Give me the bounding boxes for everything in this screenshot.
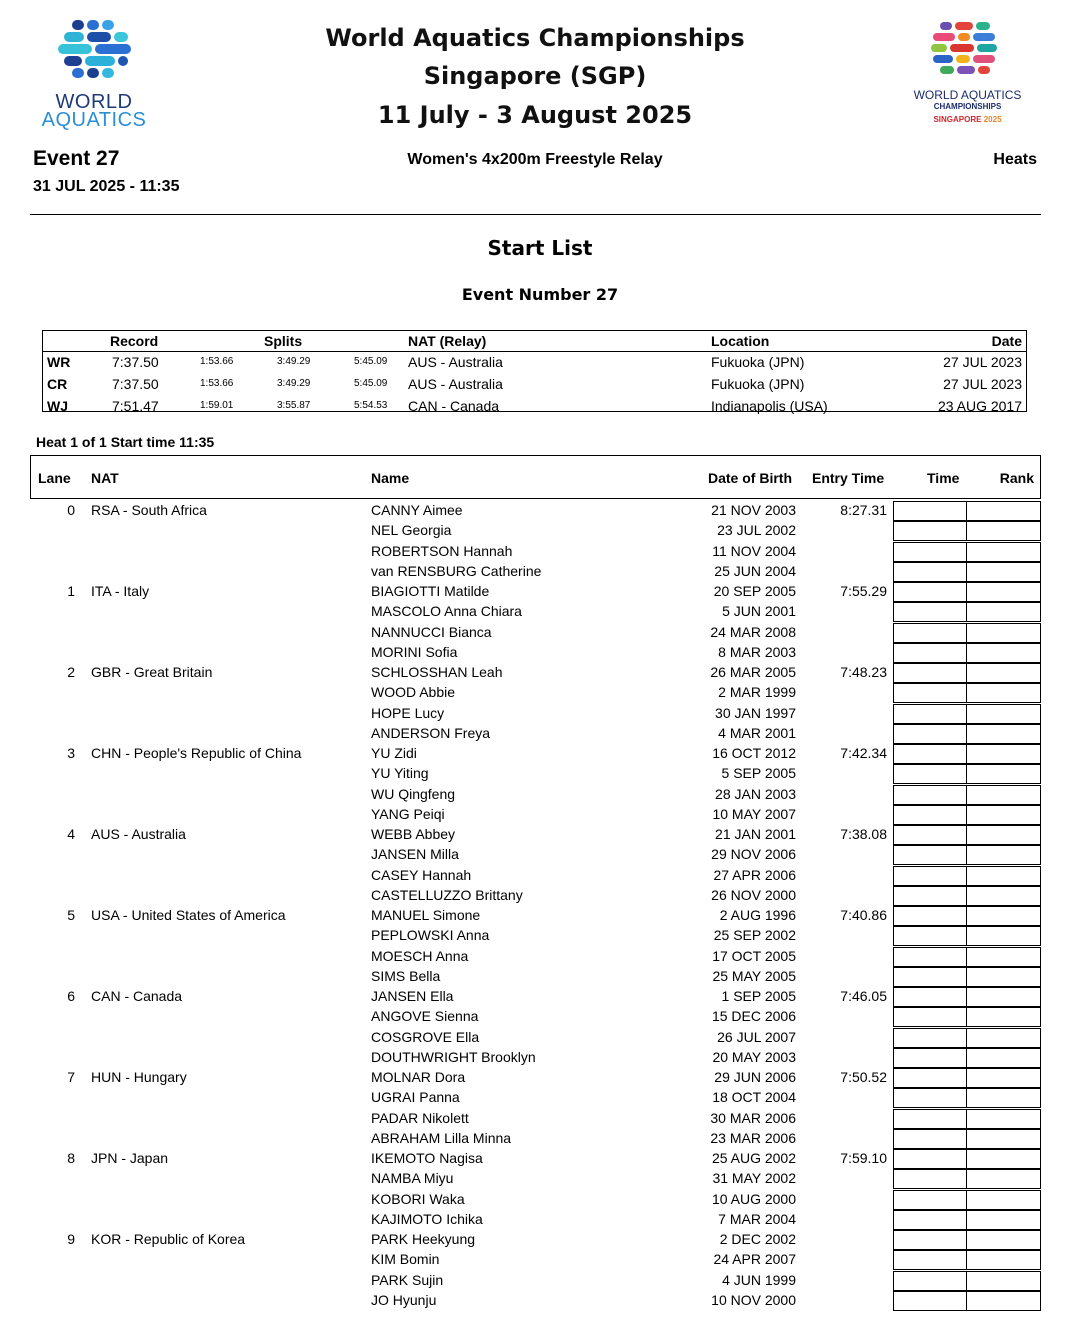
col-entry-time: Entry Time xyxy=(812,470,885,486)
swimmer-dob: 5 SEP 2005 xyxy=(721,765,796,782)
table-row xyxy=(30,1189,1041,1209)
table-row xyxy=(30,1209,1041,1229)
swimmer-dob: 2 DEC 2002 xyxy=(719,1231,796,1247)
time-box[interactable] xyxy=(893,724,967,744)
lane-number: 6 xyxy=(67,988,75,1004)
swimmer-name: CASTELLUZZO Brittany xyxy=(371,886,523,903)
lane-number: 7 xyxy=(67,1069,75,1085)
time-box[interactable] xyxy=(893,1190,967,1210)
rank-box[interactable] xyxy=(966,501,1041,521)
rank-box[interactable] xyxy=(966,704,1041,724)
table-row xyxy=(30,1270,1041,1290)
swimmer-name: CANNY Aimee xyxy=(371,502,463,518)
record-code: WJ xyxy=(47,398,68,414)
time-box[interactable] xyxy=(893,744,967,764)
table-row xyxy=(30,1229,1041,1249)
record-code: CR xyxy=(47,376,68,392)
swimmer-dob: 30 JAN 1997 xyxy=(715,704,796,721)
record-time: 7:37.50 xyxy=(112,354,159,370)
table-row xyxy=(30,642,1041,662)
table-row xyxy=(30,581,1041,601)
swimmer-name: MOESCH Anna xyxy=(371,947,469,964)
records-header-date: Date xyxy=(991,333,1022,349)
swimmer-dob: 25 MAY 2005 xyxy=(712,967,796,984)
table-row xyxy=(30,1148,1041,1168)
swimmer-dob: 24 MAR 2008 xyxy=(710,623,796,640)
time-box[interactable] xyxy=(893,1129,967,1149)
col-dob: Date of Birth xyxy=(708,470,792,486)
rank-box[interactable] xyxy=(966,1190,1041,1210)
swimmer-name: WU Qingfeng xyxy=(371,785,456,802)
swimmer-dob: 25 AUG 2002 xyxy=(711,1150,796,1166)
record-code: WR xyxy=(47,354,71,370)
records-table xyxy=(42,330,1027,412)
lane-number: 1 xyxy=(67,583,75,599)
record-row xyxy=(43,374,1026,396)
swimmer-dob: 20 SEP 2005 xyxy=(713,583,796,599)
record-date: 23 AUG 2017 xyxy=(937,398,1022,414)
swimmer-name: WEBB Abbey xyxy=(371,826,456,842)
time-box[interactable] xyxy=(893,866,967,886)
time-box[interactable] xyxy=(893,1271,967,1291)
table-row xyxy=(30,520,1041,540)
team-nat: CAN - Canada xyxy=(91,988,183,1004)
rank-box[interactable] xyxy=(966,1109,1041,1129)
swimmer-dob: 25 SEP 2002 xyxy=(713,927,796,944)
swimmer-dob: 10 AUG 2000 xyxy=(711,1190,796,1207)
rank-box[interactable] xyxy=(966,825,1041,845)
record-nat: AUS - Australia xyxy=(408,376,503,392)
table-row xyxy=(30,865,1041,885)
event-number: Event 27 xyxy=(33,147,120,170)
rank-box[interactable] xyxy=(966,1271,1041,1291)
championship-location: Singapore (SGP) xyxy=(423,62,647,90)
rank-box[interactable] xyxy=(966,785,1041,805)
record-location: Fukuoka (JPN) xyxy=(711,354,805,370)
table-row xyxy=(30,986,1041,1006)
table-row xyxy=(30,804,1041,824)
swimmer-name: PARK Heekyung xyxy=(371,1231,476,1247)
time-box[interactable] xyxy=(893,683,967,703)
table-row xyxy=(30,1290,1041,1310)
table-row xyxy=(30,763,1041,783)
swimmer-name: PADAR Nikolett xyxy=(371,1109,469,1126)
table-row xyxy=(30,1087,1041,1107)
table-row xyxy=(30,561,1041,581)
team-nat: KOR - Republic of Korea xyxy=(91,1231,246,1247)
swimmer-dob: 4 MAR 2001 xyxy=(718,724,796,741)
record-location: Indianapolis (USA) xyxy=(711,398,828,414)
time-box[interactable] xyxy=(893,643,967,663)
time-box[interactable] xyxy=(893,825,967,845)
swimmer-dob: 10 NOV 2000 xyxy=(711,1291,796,1308)
swimmer-dob: 17 OCT 2005 xyxy=(712,947,796,964)
col-lane: Lane xyxy=(38,470,71,486)
swimmer-dob: 23 MAR 2006 xyxy=(710,1129,796,1146)
lane-number: 5 xyxy=(67,907,75,923)
time-box[interactable] xyxy=(893,1007,967,1027)
swimmer-dob: 25 JUN 2004 xyxy=(714,562,796,579)
logo-right-singapore: SINGAPORE xyxy=(933,115,982,124)
team-nat: HUN - Hungary xyxy=(91,1069,187,1085)
record-date: 27 JUL 2023 xyxy=(943,354,1022,370)
table-row xyxy=(30,1067,1041,1087)
records-header-location: Location xyxy=(711,333,770,349)
entry-time: 7:59.10 xyxy=(840,1150,887,1166)
swimmer-name: KIM Bomin xyxy=(371,1251,440,1268)
rank-box[interactable] xyxy=(966,1129,1041,1149)
swimmer-dob: 8 MAR 2003 xyxy=(718,643,796,660)
rank-box[interactable] xyxy=(966,744,1041,764)
rank-box[interactable] xyxy=(966,947,1041,967)
swimmer-name: YANG Peiqi xyxy=(371,805,445,822)
time-box[interactable] xyxy=(893,906,967,926)
swimmer-dob: 26 MAR 2005 xyxy=(710,664,796,680)
col-time: Time xyxy=(927,470,960,486)
rank-box[interactable] xyxy=(966,582,1041,602)
rank-box[interactable] xyxy=(966,987,1041,1007)
time-box[interactable] xyxy=(893,542,967,562)
time-box[interactable] xyxy=(893,1169,967,1189)
records-header-splits: Splits xyxy=(264,333,303,349)
header-divider xyxy=(30,214,1041,215)
event-phase: Heats xyxy=(993,151,1037,168)
swimmer-dob: 4 JUN 1999 xyxy=(722,1271,796,1288)
record-split-1: 1:59.01 xyxy=(200,400,234,411)
table-row xyxy=(30,946,1041,966)
swimmer-dob: 27 APR 2006 xyxy=(713,866,796,883)
swimmer-name: ABRAHAM Lilla Minna xyxy=(371,1129,512,1146)
time-box[interactable] xyxy=(893,562,967,582)
table-row xyxy=(30,1108,1041,1128)
swimmer-dob: 29 JUN 2006 xyxy=(714,1069,796,1085)
table-row xyxy=(30,925,1041,945)
time-box[interactable] xyxy=(893,845,967,865)
time-box[interactable] xyxy=(893,886,967,906)
swimmer-name: MASCOLO Anna Chiara xyxy=(371,603,522,620)
time-box[interactable] xyxy=(893,501,967,521)
rank-box[interactable] xyxy=(966,906,1041,926)
team-nat: AUS - Australia xyxy=(91,826,186,842)
rank-box[interactable] xyxy=(966,764,1041,784)
swimmer-name: YU Zidi xyxy=(371,745,417,761)
swimmer-dob: 11 NOV 2004 xyxy=(712,542,796,559)
table-row xyxy=(30,966,1041,986)
rank-box[interactable] xyxy=(966,663,1041,683)
time-box[interactable] xyxy=(893,926,967,946)
rank-box[interactable] xyxy=(966,1028,1041,1048)
table-row xyxy=(30,541,1041,561)
time-box[interactable] xyxy=(893,1210,967,1230)
swimmer-name: MORINI Sofia xyxy=(371,643,458,660)
swimmer-name: ANDERSON Freya xyxy=(371,724,491,741)
table-row xyxy=(30,824,1041,844)
time-box[interactable] xyxy=(893,1088,967,1108)
lane-number: 3 xyxy=(67,745,75,761)
swimmer-name: NANNUCCI Bianca xyxy=(371,623,492,640)
record-split-2: 3:49.29 xyxy=(277,378,311,389)
time-box[interactable] xyxy=(893,521,967,541)
entry-time: 7:48.23 xyxy=(840,664,887,680)
logo-right-line1: WORLD AQUATICS xyxy=(913,88,1022,102)
swimmer-name: CASEY Hannah xyxy=(371,866,472,883)
championships-logo xyxy=(895,20,1040,130)
records-header xyxy=(43,331,1026,352)
table-row xyxy=(30,1249,1041,1269)
swimmer-name: PEPLOWSKI Anna xyxy=(371,927,490,944)
rank-box[interactable] xyxy=(966,1088,1041,1108)
event-number-subtitle: Event Number 27 xyxy=(461,285,619,304)
col-name: Name xyxy=(371,470,410,486)
swimmer-dob: 18 OCT 2004 xyxy=(712,1089,796,1106)
event-name: Women's 4x200m Freestyle Relay xyxy=(407,151,663,168)
team-nat: ITA - Italy xyxy=(91,583,150,599)
time-box[interactable] xyxy=(893,987,967,1007)
entry-time: 7:55.29 xyxy=(840,583,887,599)
rank-box[interactable] xyxy=(966,805,1041,825)
table-row xyxy=(30,500,1041,520)
swimmer-name: JANSEN Milla xyxy=(371,846,459,863)
team-nat: CHN - People's Republic of China xyxy=(91,745,302,761)
record-row xyxy=(43,352,1026,374)
record-split-1: 1:53.66 xyxy=(200,356,234,367)
swimmer-dob: 15 DEC 2006 xyxy=(711,1008,796,1025)
entry-time: 7:42.34 xyxy=(840,745,887,761)
record-split-3: 5:45.09 xyxy=(354,356,388,367)
swimmer-dob: 5 JUN 2001 xyxy=(722,603,796,620)
rank-box[interactable] xyxy=(966,845,1041,865)
rank-box[interactable] xyxy=(966,683,1041,703)
swimmer-dob: 7 MAR 2004 xyxy=(718,1210,796,1227)
rank-box[interactable] xyxy=(966,1250,1041,1270)
swimmer-name: IKEMOTO Nagisa xyxy=(371,1150,483,1166)
swimmer-dob: 24 APR 2007 xyxy=(713,1251,796,1268)
table-row xyxy=(30,784,1041,804)
table-row xyxy=(30,1168,1041,1188)
swimmer-dob: 29 NOV 2006 xyxy=(711,846,796,863)
start-list-title: Start List xyxy=(487,236,593,260)
record-split-3: 5:54.53 xyxy=(354,400,388,411)
time-box[interactable] xyxy=(893,947,967,967)
time-box[interactable] xyxy=(893,1291,967,1311)
table-row xyxy=(30,885,1041,905)
team-nat: RSA - South Africa xyxy=(91,502,207,518)
logo-right-line3 xyxy=(895,115,1040,124)
swimmer-name: HOPE Lucy xyxy=(371,704,445,721)
rank-box[interactable] xyxy=(966,542,1041,562)
lane-number: 9 xyxy=(67,1231,75,1247)
rank-box[interactable] xyxy=(966,724,1041,744)
records-header-record: Record xyxy=(110,333,159,349)
swimmer-name: SCHLOSSHAN Leah xyxy=(371,664,503,680)
swimmer-name: WOOD Abbie xyxy=(371,684,456,701)
table-row xyxy=(30,662,1041,682)
record-row xyxy=(43,396,1026,418)
swimmer-name: MOLNAR Dora xyxy=(371,1069,466,1085)
entry-time: 8:27.31 xyxy=(840,502,887,518)
time-box[interactable] xyxy=(893,764,967,784)
swimmer-name: KOBORI Waka xyxy=(371,1190,465,1207)
col-nat: NAT xyxy=(91,470,119,486)
record-split-3: 5:45.09 xyxy=(354,378,388,389)
lane-number: 4 xyxy=(67,826,75,842)
rank-box[interactable] xyxy=(966,967,1041,987)
swimmer-name: JANSEN Ella xyxy=(371,988,454,1004)
rank-box[interactable] xyxy=(966,1210,1041,1230)
time-box[interactable] xyxy=(893,1230,967,1250)
swimmer-dob: 28 JAN 2003 xyxy=(715,785,796,802)
time-box[interactable] xyxy=(893,704,967,724)
col-rank: Rank xyxy=(999,470,1034,486)
record-location: Fukuoka (JPN) xyxy=(711,376,805,392)
time-box[interactable] xyxy=(893,1250,967,1270)
swimmer-name: NEL Georgia xyxy=(371,522,452,539)
swimmer-name: UGRAI Panna xyxy=(371,1089,460,1106)
record-nat: AUS - Australia xyxy=(408,354,503,370)
swimmer-dob: 21 JAN 2001 xyxy=(715,826,796,842)
rank-box[interactable] xyxy=(966,602,1041,622)
record-split-1: 1:53.66 xyxy=(200,378,234,389)
world-aquatics-logo xyxy=(34,18,154,131)
table-row xyxy=(30,703,1041,723)
swimmer-dob: 31 MAY 2002 xyxy=(712,1170,796,1187)
rank-box[interactable] xyxy=(966,623,1041,643)
time-box[interactable] xyxy=(893,1149,967,1169)
swimmer-name: PARK Sujin xyxy=(371,1271,444,1288)
time-box[interactable] xyxy=(893,623,967,643)
record-split-2: 3:49.29 xyxy=(277,356,311,367)
swimmer-name: KAJIMOTO Ichika xyxy=(371,1210,483,1227)
rank-box[interactable] xyxy=(966,1169,1041,1189)
swimmer-name: NAMBA Miyu xyxy=(371,1170,454,1187)
swimmer-dob: 2 MAR 1999 xyxy=(718,684,796,701)
table-row xyxy=(30,723,1041,743)
entry-time: 7:40.86 xyxy=(840,907,887,923)
time-box[interactable] xyxy=(893,967,967,987)
logo-text-aquatics: AQUATICS xyxy=(41,109,147,131)
record-time: 7:51.47 xyxy=(112,398,159,414)
championship-title: World Aquatics Championships xyxy=(325,24,745,52)
swimmer-name: YU Yiting xyxy=(371,765,429,782)
start-list-header xyxy=(30,455,1041,499)
rank-box[interactable] xyxy=(966,643,1041,663)
logo-right-year: 2025 xyxy=(983,115,1002,124)
rank-box[interactable] xyxy=(966,866,1041,886)
rank-box[interactable] xyxy=(966,1230,1041,1250)
record-split-2: 3:55.87 xyxy=(277,400,311,411)
entry-time: 7:38.08 xyxy=(840,826,887,842)
record-nat: CAN - Canada xyxy=(408,398,500,414)
swimmer-dob: 10 MAY 2007 xyxy=(712,805,796,822)
entry-time: 7:46.05 xyxy=(840,988,887,1004)
rank-box[interactable] xyxy=(966,886,1041,906)
table-row xyxy=(30,682,1041,702)
event-datetime: 31 JUL 2025 - 11:35 xyxy=(33,178,180,195)
swimmer-name: DOUTHWRIGHT Brooklyn xyxy=(371,1048,536,1065)
swimmer-dob: 26 JUL 2007 xyxy=(717,1028,796,1045)
swimmer-dob: 26 NOV 2000 xyxy=(711,886,796,903)
team-nat: JPN - Japan xyxy=(91,1150,169,1166)
swimmer-name: ANGOVE Sienna xyxy=(371,1008,479,1025)
swimmer-name: JO Hyunju xyxy=(371,1291,437,1308)
logo-right-line2: CHAMPIONSHIPS xyxy=(933,102,1002,111)
rank-box[interactable] xyxy=(966,1149,1041,1169)
swimmer-name: van RENSBURG Catherine xyxy=(371,562,542,579)
time-box[interactable] xyxy=(893,663,967,683)
swimmer-dob: 20 MAY 2003 xyxy=(712,1048,796,1065)
swimmer-name: MANUEL Simone xyxy=(371,907,481,923)
rank-box[interactable] xyxy=(966,1068,1041,1088)
swimmer-name: ROBERTSON Hannah xyxy=(371,542,513,559)
time-box[interactable] xyxy=(893,805,967,825)
swimmer-dob: 21 NOV 2003 xyxy=(711,502,796,518)
table-row xyxy=(30,601,1041,621)
record-date: 27 JUL 2023 xyxy=(943,376,1022,392)
time-box[interactable] xyxy=(893,1068,967,1088)
swimmer-dob: 1 SEP 2005 xyxy=(721,988,796,1004)
heat-title: Heat 1 of 1 Start time 11:35 xyxy=(36,434,215,450)
records-header-nat: NAT (Relay) xyxy=(408,333,487,349)
swimmer-name: COSGROVE Ella xyxy=(371,1028,480,1045)
time-box[interactable] xyxy=(893,1048,967,1068)
rank-box[interactable] xyxy=(966,521,1041,541)
rank-box[interactable] xyxy=(966,1291,1041,1311)
time-box[interactable] xyxy=(893,785,967,805)
time-box[interactable] xyxy=(893,582,967,602)
table-row xyxy=(30,905,1041,925)
championship-dates: 11 July - 3 August 2025 xyxy=(377,101,693,129)
rank-box[interactable] xyxy=(966,1007,1041,1027)
time-box[interactable] xyxy=(893,1028,967,1048)
table-row xyxy=(30,1047,1041,1067)
rank-box[interactable] xyxy=(966,562,1041,582)
time-box[interactable] xyxy=(893,1109,967,1129)
rank-box[interactable] xyxy=(966,926,1041,946)
swimmer-dob: 23 JUL 2002 xyxy=(717,522,796,539)
swimmer-dob: 2 AUG 1996 xyxy=(719,907,796,923)
table-row xyxy=(30,844,1041,864)
swimmer-dob: 16 OCT 2012 xyxy=(712,745,796,761)
team-nat: GBR - Great Britain xyxy=(91,664,213,680)
rank-box[interactable] xyxy=(966,1048,1041,1068)
table-row xyxy=(30,743,1041,763)
logo-text-world: WORLD xyxy=(55,91,133,113)
lane-number: 0 xyxy=(67,502,75,518)
lane-number: 2 xyxy=(67,664,75,680)
time-box[interactable] xyxy=(893,602,967,622)
table-row xyxy=(30,1006,1041,1026)
table-row xyxy=(30,622,1041,642)
record-time: 7:37.50 xyxy=(112,376,159,392)
swimmer-name: SIMS Bella xyxy=(371,967,441,984)
table-row xyxy=(30,1128,1041,1148)
lane-number: 8 xyxy=(67,1150,75,1166)
table-row xyxy=(30,1027,1041,1047)
team-nat: USA - United States of America xyxy=(91,907,286,923)
entry-time: 7:50.52 xyxy=(840,1069,887,1085)
swimmer-dob: 30 MAR 2006 xyxy=(710,1109,796,1126)
swimmer-name: BIAGIOTTI Matilde xyxy=(371,583,490,599)
